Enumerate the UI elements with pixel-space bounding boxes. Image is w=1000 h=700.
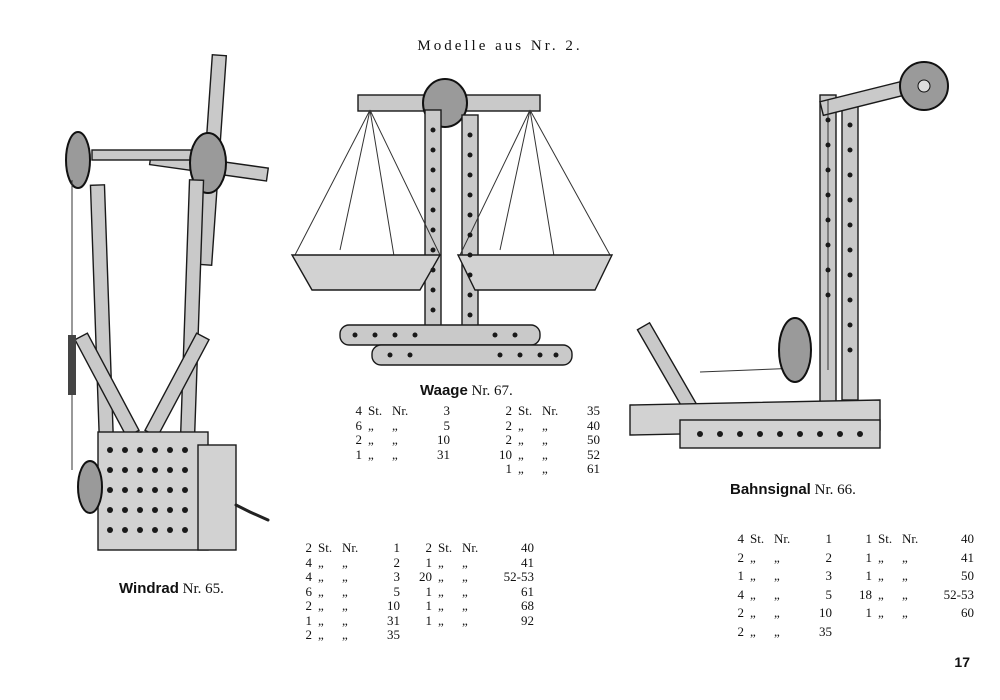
table-row [290,541,400,556]
table-row [290,556,400,571]
table-row [340,433,450,448]
waage-parts-right [490,404,600,477]
part-count: 2 [505,432,512,447]
part-nr-label: „ [342,627,348,642]
table-row [722,549,832,568]
part-nr-label: Nr. [902,531,919,546]
part-nr-label: Nr. [342,540,359,555]
part-unit: „ [438,612,444,628]
table-row [410,614,534,629]
part-number: 92 [521,612,534,628]
part-nr-label: „ [774,623,780,639]
table-row [410,556,534,571]
part-unit: „ [750,568,756,583]
part-count: 4 [355,403,362,418]
windrad-caption [119,580,224,598]
part-unit: „ [878,586,884,602]
table-row [722,604,832,623]
part-nr-label: „ [542,432,548,447]
part-number: 2 [393,554,400,570]
table-row [490,462,600,477]
part-count: 6 [355,417,362,433]
table-row [722,586,832,605]
part-nr-label: „ [342,569,348,584]
table-row [850,530,974,549]
part-unit: „ [368,446,374,462]
part-nr-label: „ [392,432,398,447]
part-unit: „ [368,417,374,433]
part-nr-label: „ [774,605,780,620]
part-count: 2 [505,417,512,433]
part-number: 3 [393,569,400,584]
part-count: 4 [305,554,312,570]
waage-number: Nr. 67. [471,383,513,399]
part-number: 40 [521,540,534,555]
part-count: 1 [505,461,512,476]
part-nr-label: „ [902,605,908,620]
part-number: 3 [443,403,450,418]
part-nr-label: Nr. [462,540,479,555]
part-number: 5 [393,583,400,599]
part-number: 10 [437,432,450,447]
table-row [340,419,450,434]
table-row [410,570,534,585]
part-unit: St. [878,531,893,546]
part-nr-label: Nr. [774,531,791,546]
page-title: Modelle aus Nr. 2. [417,38,583,54]
windrad-parts-right [410,541,534,628]
part-number: 68 [521,598,534,613]
part-count: 18 [859,586,872,602]
table-row [410,599,534,614]
part-nr-label: „ [462,598,468,613]
part-unit: „ [518,432,524,447]
part-count: 1 [355,446,362,462]
part-nr-label: „ [342,583,348,599]
table-row [290,585,400,600]
waage-illustration [292,79,612,365]
part-nr-label: „ [392,446,398,462]
part-count: 1 [425,554,432,570]
part-unit: „ [438,598,444,613]
waage-name: Waage [420,382,468,399]
windrad-parts-left [290,541,400,643]
part-number: 50 [587,432,600,447]
part-unit: „ [368,432,374,447]
part-unit: „ [750,623,756,639]
part-number: 35 [587,403,600,418]
part-unit: „ [318,612,324,628]
part-unit: „ [318,598,324,613]
table-row [340,448,450,463]
part-number: 2 [825,549,832,565]
table-row [410,585,534,600]
part-count: 1 [305,612,312,628]
part-number: 61 [587,461,600,476]
part-count: 10 [499,446,512,462]
part-nr-label: „ [342,612,348,628]
part-number: 41 [521,554,534,570]
part-count: 1 [425,612,432,628]
table-row [722,530,832,549]
bahnsignal-parts-left [722,530,832,641]
page-number: 17 [954,654,970,670]
part-nr-label: „ [774,549,780,565]
part-nr-label: „ [542,417,548,433]
part-number: 10 [819,605,832,620]
part-number: 40 [587,417,600,433]
part-number: 1 [825,531,832,546]
part-unit: „ [318,627,324,642]
table-row [290,628,400,643]
part-count: 1 [737,568,744,583]
part-nr-label: „ [902,568,908,583]
part-count: 2 [737,605,744,620]
part-number: 1 [393,540,400,555]
part-nr-label: „ [392,417,398,433]
part-count: 2 [305,627,312,642]
part-number: 3 [825,568,832,583]
part-nr-label: „ [342,554,348,570]
part-number: 50 [961,568,974,583]
part-number: 5 [443,417,450,433]
part-unit: St. [368,403,383,418]
part-nr-label: „ [774,586,780,602]
part-unit: „ [750,605,756,620]
part-number: 31 [437,446,450,462]
part-nr-label: „ [462,569,468,584]
part-count: 6 [305,583,312,599]
bahnsignal-number: Nr. 66. [814,482,856,498]
part-unit: „ [750,586,756,602]
part-number: 52 [587,446,600,462]
table-row [490,448,600,463]
part-unit: „ [318,583,324,599]
part-number: 35 [387,627,400,642]
part-unit: „ [518,417,524,433]
part-count: 1 [865,549,872,565]
table-row [290,599,400,614]
table-row [850,586,974,605]
table-row [490,404,600,419]
part-count: 20 [419,569,432,584]
part-unit: „ [518,461,524,476]
part-count: 2 [737,623,744,639]
part-unit: St. [750,531,765,546]
windrad-name: Windrad [119,580,179,597]
table-row [850,549,974,568]
table-row [850,567,974,586]
part-number: 10 [387,598,400,613]
part-count: 1 [865,568,872,583]
part-nr-label: „ [342,598,348,613]
bahnsignal-caption [730,481,856,499]
table-row [410,541,534,556]
part-unit: „ [750,549,756,565]
table-row [340,404,450,419]
part-nr-label: Nr. [392,403,409,418]
part-nr-label: „ [542,461,548,476]
part-number: 52-53 [503,569,534,584]
part-unit: „ [438,583,444,599]
part-number: 5 [825,586,832,602]
part-count: 2 [737,549,744,565]
part-number: 40 [961,531,974,546]
part-number: 35 [819,623,832,639]
part-unit: „ [318,569,324,584]
part-unit: „ [438,569,444,584]
part-number: 52-53 [943,586,974,602]
table-row [490,433,600,448]
table-row [722,623,832,642]
table-row [490,419,600,434]
part-count: 4 [737,531,744,546]
part-nr-label: „ [902,549,908,565]
part-count: 2 [425,540,432,555]
part-count: 1 [865,531,872,546]
waage-caption [420,382,513,400]
part-nr-label: „ [774,568,780,583]
part-unit: „ [318,554,324,570]
part-nr-label: „ [462,554,468,570]
table-row [290,614,400,629]
table-row [850,604,974,623]
bahnsignal-illustration [630,62,948,448]
part-nr-label: „ [902,586,908,602]
part-count: 1 [865,605,872,620]
part-unit: „ [878,549,884,565]
part-unit: „ [878,568,884,583]
part-unit: St. [438,540,453,555]
part-count: 2 [355,432,362,447]
part-unit: „ [878,605,884,620]
part-number: 60 [961,605,974,620]
windrad-number: Nr. 65. [182,581,224,597]
part-number: 41 [961,549,974,565]
windrad-illustration [66,55,268,550]
part-unit: „ [518,446,524,462]
part-count: 1 [425,598,432,613]
part-count: 2 [505,403,512,418]
bahnsignal-parts-right [850,530,974,623]
part-count: 4 [737,586,744,602]
part-number: 61 [521,583,534,599]
part-nr-label: Nr. [542,403,559,418]
part-unit: St. [518,403,533,418]
part-count: 2 [305,598,312,613]
table-row [290,570,400,585]
part-number: 31 [387,612,400,628]
part-nr-label: „ [462,612,468,628]
part-nr-label: „ [542,446,548,462]
part-unit: St. [318,540,333,555]
bahnsignal-name: Bahnsignal [730,481,811,498]
part-unit: „ [438,554,444,570]
part-count: 4 [305,569,312,584]
waage-parts-left [340,404,450,462]
part-nr-label: „ [462,583,468,599]
table-row [722,567,832,586]
part-count: 1 [425,583,432,599]
part-count: 2 [305,540,312,555]
